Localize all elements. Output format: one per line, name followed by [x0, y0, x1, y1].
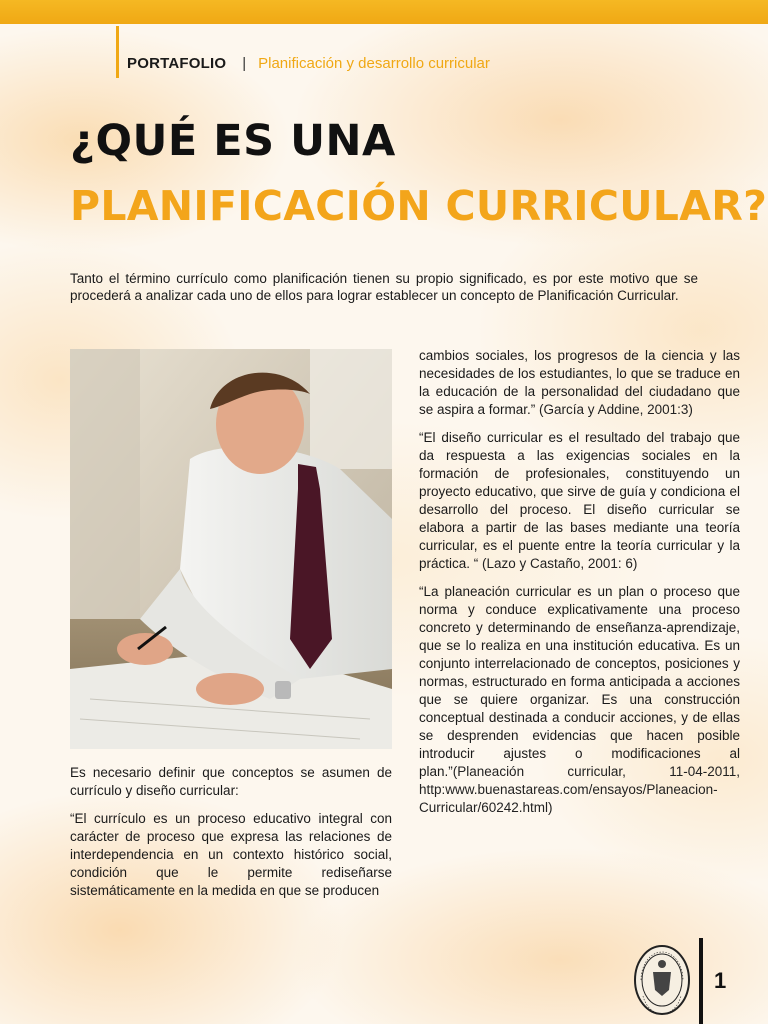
curriculum-quote-continued — [419, 347, 740, 419]
page-title-line1: ¿QUÉ ES UNA — [70, 116, 396, 166]
header-section: Planificación y desarrollo curricular — [258, 55, 490, 72]
top-color-bar — [0, 0, 768, 24]
page-title-line2: PLANIFICACIÓN CURRICULAR? — [70, 182, 768, 230]
page-number: 1 — [714, 968, 727, 993]
university-seal-icon — [633, 944, 691, 1016]
running-header — [116, 26, 490, 78]
curricular-planning-quote — [419, 583, 740, 817]
curriculum-quote: “El currículo es un proceso educativo integral con carácter de proceso que expresa las relaciones de interdependencia en un contexto histórico social, condición que le permite rediseñarse sistemáticamente en la medida en que se producen — [70, 811, 392, 898]
left-column — [70, 764, 392, 910]
page-number-rule — [699, 938, 703, 1024]
quote-source: (Lazo y Castaño, 2001: 6) — [478, 556, 638, 571]
quote-source: (Planeación curricular, 11-04-2011, http:www.buenastareas.com/ensayos/Planeacion-Curricular/60242.html) — [419, 764, 740, 815]
quote-text: “El diseño curricular es el resultado del trabajo que da respuesta a las exigencias sociales en la formación de profesionales, constituyendo un proyecto educativo, que sirve de guía y condiciona el desarrollo del proceso. El diseño curricular se elabora a partir de las bases mediante una teoría curricular, es el puente entre la teoría curricular y la práctica. “ — [419, 430, 740, 571]
intro-paragraph: Tanto el término currículo como planificación tienen su propio significado, es por este motivo que se procederá a analizar cada uno de ellos para lograr establecer un concepto de Planificación Curricular. — [70, 271, 698, 303]
header-separator: | — [242, 55, 247, 72]
header-label: PORTAFOLIO — [127, 55, 227, 72]
definition-intro: Es necesario definir que conceptos se asumen de currículo y diseño curricular: — [70, 765, 392, 798]
curricular-design-quote — [419, 429, 740, 573]
quote-text: cambios sociales, los progresos de la ciencia y las necesidades de los estudiantes, lo que se traduce en la educación de la personalidad del ciudadano que se aspira a formar.” — [419, 348, 740, 417]
quote-text: “La planeación curricular es un plan o proceso que norma y conduce explicativamente una proceso concreto y determinando de enseñanza-aprendizaje, que se lo realiza en una institución educativa. Es un conjunto interrelacionado de conceptos, posiciones y normas, estructurado en forma anticipada a acciones que se quiere organizar. Es una construcción conceptual destinada a conducir acciones, y de ellas se desprenden evidencias que hacen posible introducir ajustes o modificaciones al plan.” — [419, 584, 740, 779]
man-writing-photo — [70, 349, 392, 749]
quote-source: (García y Addine, 2001:3) — [535, 402, 693, 417]
right-column — [419, 347, 740, 827]
